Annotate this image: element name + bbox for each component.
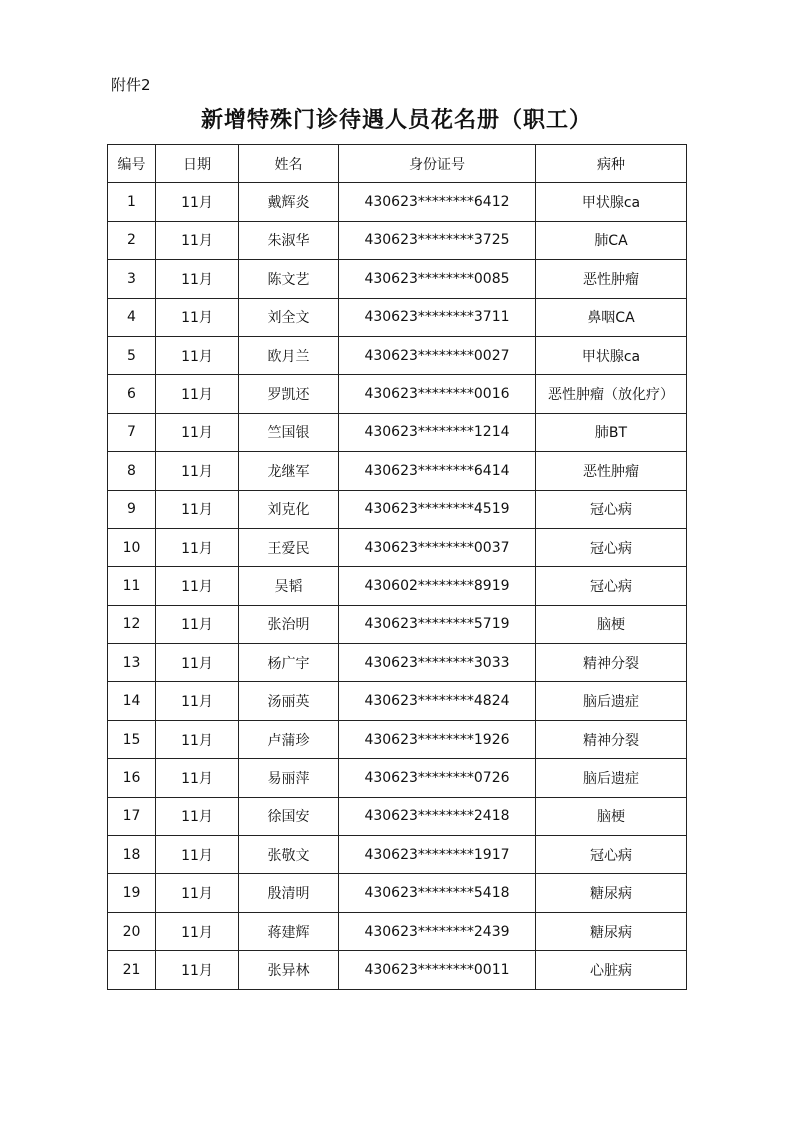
- cell-name: 殷清明: [239, 874, 339, 912]
- cell-no: 16: [108, 759, 156, 797]
- table-row: [108, 452, 687, 490]
- cell-no: 7: [108, 413, 156, 451]
- cell-id-number: 430623********0011: [339, 951, 536, 989]
- cell-no: 20: [108, 912, 156, 950]
- cell-name: 朱淑华: [239, 221, 339, 259]
- cell-id-number: 430623********0085: [339, 260, 536, 298]
- cell-no: 5: [108, 336, 156, 374]
- cell-date: 11月: [156, 452, 239, 490]
- cell-disease: 脑后遗症: [536, 682, 687, 720]
- cell-disease: 鼻咽CA: [536, 298, 687, 336]
- header-name: 姓名: [239, 145, 339, 183]
- cell-name: 张治明: [239, 605, 339, 643]
- cell-name: 卢蒲珍: [239, 720, 339, 758]
- cell-id-number: 430623********3033: [339, 644, 536, 682]
- cell-no: 6: [108, 375, 156, 413]
- cell-name: 王爱民: [239, 528, 339, 566]
- cell-no: 15: [108, 720, 156, 758]
- cell-date: 11月: [156, 413, 239, 451]
- cell-name: 吴韬: [239, 567, 339, 605]
- cell-id-number: 430623********2418: [339, 797, 536, 835]
- cell-no: 18: [108, 836, 156, 874]
- table-header-row: [108, 145, 687, 183]
- table-row: [108, 605, 687, 643]
- cell-name: 龙继军: [239, 452, 339, 490]
- cell-no: 1: [108, 183, 156, 221]
- table-row: [108, 260, 687, 298]
- cell-name: 戴辉炎: [239, 183, 339, 221]
- table-row: [108, 375, 687, 413]
- roster-table: [107, 144, 687, 990]
- cell-disease: 糖尿病: [536, 912, 687, 950]
- cell-no: 13: [108, 644, 156, 682]
- cell-disease: 脑梗: [536, 605, 687, 643]
- cell-disease: 恶性肿瘤: [536, 260, 687, 298]
- cell-disease: 甲状腺ca: [536, 336, 687, 374]
- cell-id-number: 430623********6412: [339, 183, 536, 221]
- table-row: [108, 183, 687, 221]
- cell-no: 8: [108, 452, 156, 490]
- cell-date: 11月: [156, 260, 239, 298]
- cell-no: 14: [108, 682, 156, 720]
- cell-name: 罗凯还: [239, 375, 339, 413]
- header-date: 日期: [156, 145, 239, 183]
- cell-no: 21: [108, 951, 156, 989]
- cell-disease: 糖尿病: [536, 874, 687, 912]
- cell-name: 蒋建辉: [239, 912, 339, 950]
- table-row: [108, 413, 687, 451]
- cell-disease: 精神分裂: [536, 720, 687, 758]
- cell-date: 11月: [156, 912, 239, 950]
- table-row: [108, 797, 687, 835]
- cell-disease: 甲状腺ca: [536, 183, 687, 221]
- table-row: [108, 490, 687, 528]
- cell-no: 17: [108, 797, 156, 835]
- cell-no: 3: [108, 260, 156, 298]
- table-row: [108, 221, 687, 259]
- header-no: 编号: [108, 145, 156, 183]
- cell-date: 11月: [156, 644, 239, 682]
- page-title: 新增特殊门诊待遇人员花名册（职工）: [200, 107, 592, 133]
- cell-id-number: 430623********1214: [339, 413, 536, 451]
- cell-disease: 肺CA: [536, 221, 687, 259]
- cell-id-number: 430623********3711: [339, 298, 536, 336]
- table-row: [108, 567, 687, 605]
- cell-name: 汤丽英: [239, 682, 339, 720]
- cell-id-number: 430623********2439: [339, 912, 536, 950]
- cell-date: 11月: [156, 682, 239, 720]
- cell-date: 11月: [156, 759, 239, 797]
- cell-disease: 冠心病: [536, 490, 687, 528]
- cell-disease: 冠心病: [536, 528, 687, 566]
- table-row: [108, 720, 687, 758]
- cell-no: 10: [108, 528, 156, 566]
- cell-date: 11月: [156, 720, 239, 758]
- cell-disease: 恶性肿瘤（放化疗）: [536, 375, 687, 413]
- cell-name: 张敬文: [239, 836, 339, 874]
- cell-id-number: 430623********1926: [339, 720, 536, 758]
- cell-name: 刘克化: [239, 490, 339, 528]
- cell-date: 11月: [156, 183, 239, 221]
- table-row: [108, 528, 687, 566]
- cell-id-number: 430623********5719: [339, 605, 536, 643]
- cell-name: 刘全文: [239, 298, 339, 336]
- table-row: [108, 759, 687, 797]
- cell-no: 11: [108, 567, 156, 605]
- cell-date: 11月: [156, 605, 239, 643]
- cell-disease: 脑后遗症: [536, 759, 687, 797]
- cell-disease: 肺BT: [536, 413, 687, 451]
- cell-id-number: 430623********4824: [339, 682, 536, 720]
- cell-date: 11月: [156, 221, 239, 259]
- cell-disease: 精神分裂: [536, 644, 687, 682]
- cell-name: 竺国银: [239, 413, 339, 451]
- cell-name: 欧月兰: [239, 336, 339, 374]
- cell-id-number: 430623********3725: [339, 221, 536, 259]
- table-row: [108, 644, 687, 682]
- cell-id-number: 430623********0027: [339, 336, 536, 374]
- cell-disease: 恶性肿瘤: [536, 452, 687, 490]
- table-row: [108, 874, 687, 912]
- table-row: [108, 682, 687, 720]
- cell-disease: 冠心病: [536, 836, 687, 874]
- table-row: [108, 298, 687, 336]
- table-body: [108, 183, 687, 989]
- cell-name: 易丽萍: [239, 759, 339, 797]
- cell-name: 徐国安: [239, 797, 339, 835]
- cell-name: 杨广宇: [239, 644, 339, 682]
- table-row: [108, 836, 687, 874]
- cell-id-number: 430602********8919: [339, 567, 536, 605]
- cell-disease: 冠心病: [536, 567, 687, 605]
- cell-disease: 心脏病: [536, 951, 687, 989]
- cell-date: 11月: [156, 874, 239, 912]
- cell-name: 张异林: [239, 951, 339, 989]
- cell-date: 11月: [156, 490, 239, 528]
- cell-date: 11月: [156, 336, 239, 374]
- cell-disease: 脑梗: [536, 797, 687, 835]
- cell-date: 11月: [156, 528, 239, 566]
- cell-date: 11月: [156, 298, 239, 336]
- header-id-number: 身份证号: [339, 145, 536, 183]
- cell-id-number: 430623********4519: [339, 490, 536, 528]
- cell-no: 4: [108, 298, 156, 336]
- table-row: [108, 912, 687, 950]
- cell-date: 11月: [156, 951, 239, 989]
- cell-id-number: 430623********6414: [339, 452, 536, 490]
- cell-id-number: 430623********0037: [339, 528, 536, 566]
- cell-id-number: 430623********0726: [339, 759, 536, 797]
- cell-no: 12: [108, 605, 156, 643]
- cell-no: 9: [108, 490, 156, 528]
- header-disease: 病种: [536, 145, 687, 183]
- cell-no: 19: [108, 874, 156, 912]
- cell-name: 陈文艺: [239, 260, 339, 298]
- cell-date: 11月: [156, 375, 239, 413]
- table-row: [108, 951, 687, 989]
- attachment-label: 附件2: [111, 76, 151, 94]
- cell-date: 11月: [156, 836, 239, 874]
- cell-date: 11月: [156, 567, 239, 605]
- cell-id-number: 430623********1917: [339, 836, 536, 874]
- table-row: [108, 336, 687, 374]
- cell-date: 11月: [156, 797, 239, 835]
- cell-id-number: 430623********0016: [339, 375, 536, 413]
- cell-id-number: 430623********5418: [339, 874, 536, 912]
- cell-no: 2: [108, 221, 156, 259]
